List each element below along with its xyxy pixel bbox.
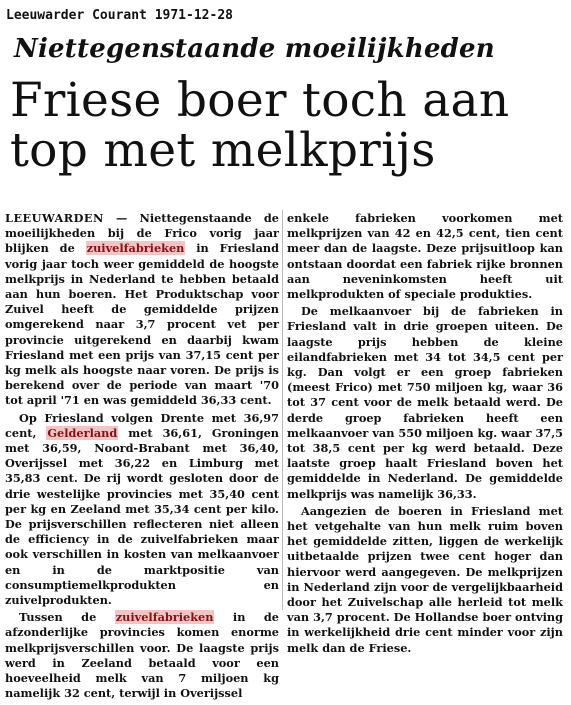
headline-line-1: Friese boer toch aan	[10, 73, 510, 128]
paragraph-text: Op Friesland volgen Drente met 36,97 cent,	[5, 410, 279, 440]
article-column-right	[287, 211, 563, 656]
newspaper-source-label: Leeuwarder Courant 1971-12-28	[6, 8, 233, 23]
article-column-left	[5, 211, 279, 702]
article-dateline: LEEUWARDEN	[5, 211, 104, 225]
article-paragraph: enkele fabrieken voorkomen met melkprijzen van 42 en 42,5 cent, tien cent meer dan de laagste. Deze prijsuitloop kan ontstaan doordat een fabriek rijke bronnen aan neveninkomsten heeft uit melkprodukten of speciale produkties.	[287, 211, 563, 302]
highlighted-term: zuivelfabrieken	[86, 241, 185, 256]
highlighted-term: Gelderland	[47, 425, 118, 440]
article-paragraph	[5, 211, 279, 409]
paragraph-text: in Friesland vorig jaar toch weer gemiddeld de hoogste melkprijs in Nederland te hebben betaald aan hun boeren. Het Produktschap voor Zuivel heeft de gemiddelde prijzen omgerekend naar 3,7 procent vet per provincie uitgerekend en daarbij kwam Friesland met een prijs van 37,15 cent per kg melk als hoogste naar voren. De prijs is berekend over de periode van maart '70 tot april '71 en was gemiddeld 36,33 cent.	[5, 241, 279, 408]
headline-line-2: top met melkprijs	[10, 123, 436, 178]
paragraph-text: met 36,61, Groningen met 36,59, Noord-Brabant met 36,40, Overijssel met 36,22 en Limburg met 35,83 cent. De rij wordt gesloten door de drie westelijke provincies met 35,40 cent per kg en Zeeland met 35,34 cent per kilo. De prijsverschillen reflecteren niet alleen de efficiency in de zuivelfabrieken maar ook verschillen in kosten van melkaanvoer en in de marktpositie van consumptiemelkprodukten en zuivelprodukten.	[5, 425, 279, 608]
column-divider	[282, 210, 283, 610]
article-paragraph	[5, 411, 279, 609]
paragraph-text: in de afzonderlijke provincies komen enorme melkprijsverschillen voor. De laagste prijs werd in Zeeland betaald voor een hoeveelheid melk van 7 miljoen kg namelijk 32 cent, terwijl in Overijssel	[5, 610, 279, 701]
paragraph-text: — Niettegenstaande de moeilijkheden bij de Frico vorig jaar blijken de	[5, 211, 279, 256]
article-kicker: Niettegenstaande moeilijkheden	[14, 34, 495, 64]
article-paragraph: Aangezien de boeren in Friesland met het vetgehalte van hun melk ruim boven het gemiddelde zitten, liggen de werkelijk uitbetaalde prijzen twee cent hoger dan hiervoor werd aangegeven. De melkprijzen in Nederland zijn voor de vergelijkbaarheid door het Zuivelschap alle herleid tot melk van 3,7 procent. De Hollandse boer ontving in werkelijkheid drie cent minder voor zijn melk dan de Friese.	[287, 503, 563, 655]
paragraph-text: Tussen de	[19, 610, 115, 625]
highlighted-term: zuivelfabrieken	[115, 610, 214, 625]
article-headline	[10, 73, 562, 178]
article-paragraph	[5, 610, 279, 701]
article-paragraph: De melkaanvoer bij de fabrieken in Friesland valt in drie groepen uiteen. De laagste prijs hebben de kleine eilandfabrieken met 34 tot 34,5 cent per kg. Dan volgt er een groep fabrieken (meest Frico) met 750 miljoen kg, waar 36 tot 37 cent voor de melk betaald werd. De derde groep fabrieken heeft een melkaanvoer van 550 miljoen kg. waar 37,5 tot 38,5 cent per kg werd betaald. Deze laatste groep haalt Friesland boven het gemiddelde in Nederland. De gemiddelde melkprijs was namelijk 36,33.	[287, 304, 563, 501]
